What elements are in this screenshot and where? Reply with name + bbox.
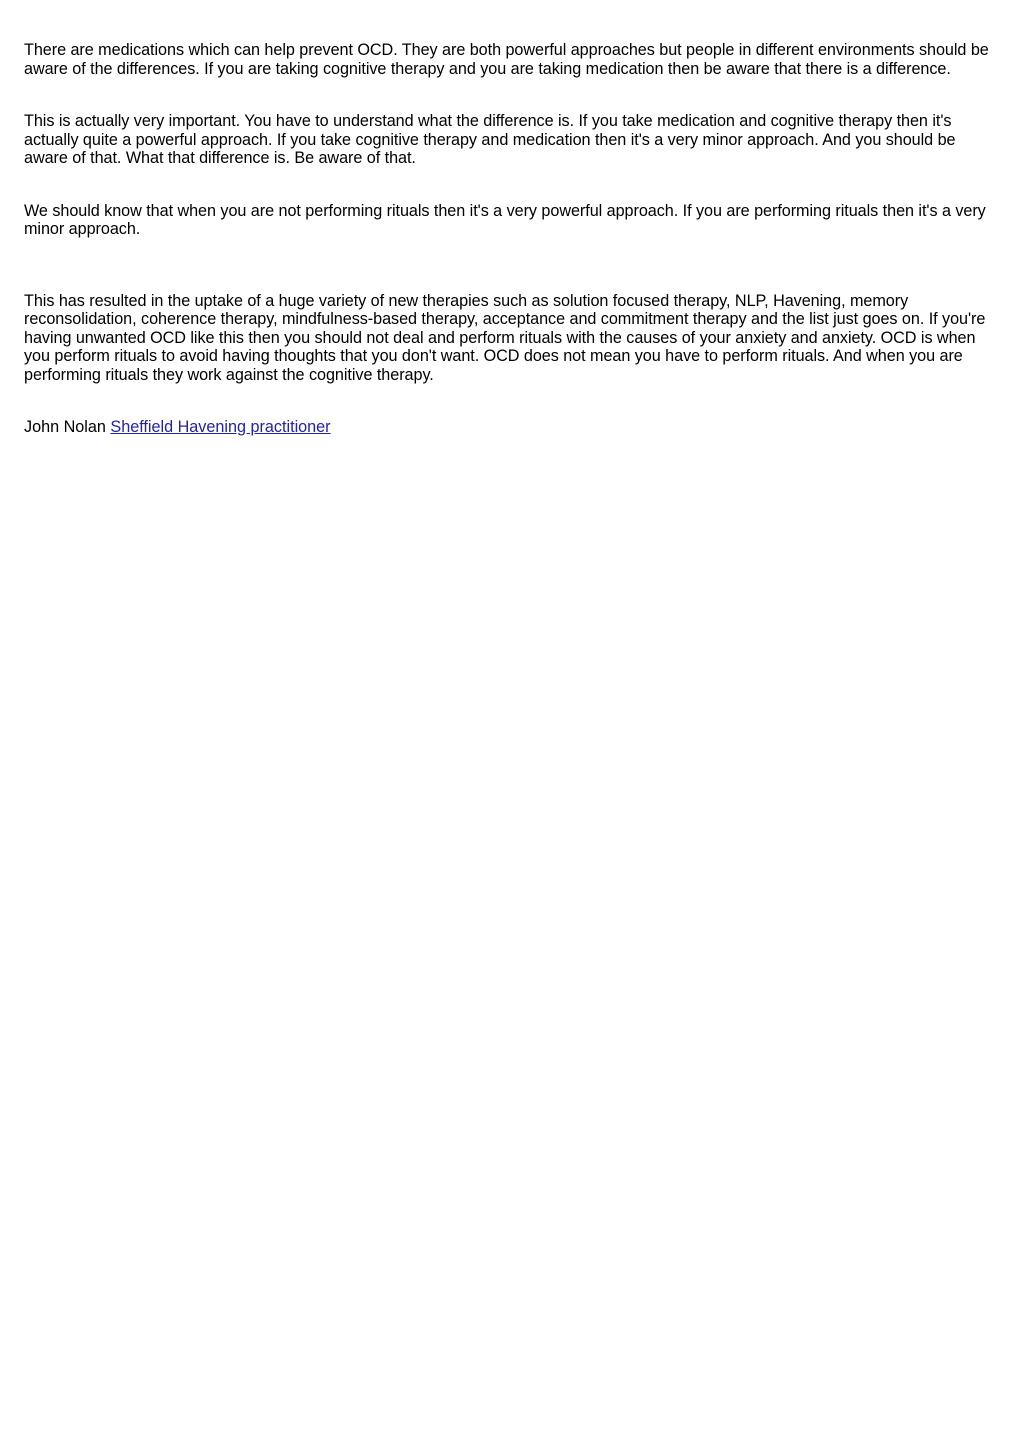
signature-line	[24, 418, 1002, 437]
paragraph-rituals: We should know that when you are not performing rituals then it's a very powerful approach. If you are performing rituals then it's a very minor approach.	[24, 201, 986, 238]
paragraph-importance: This is actually very important. You have to understand what the difference is. If you take medication and cognitive therapy then it's actually quite a powerful approach. If you take cognitive therapy and medication then it's a very minor approach. And you should be aware of that. What that difference is. Be aware of that.	[24, 112, 956, 167]
author-name: John Nolan	[24, 418, 106, 436]
paragraph-therapies: This has resulted in the uptake of a huge variety of new therapies such as solution focused therapy, NLP, Havening, memory reconsolidation, coherence therapy, mindfulness-based therapy, acceptance and commitment therapy and the list just goes on. If you're having unwanted OCD like this then you should not deal and perform rituals with the causes of your anxiety and anxiety. OCD is when you perform rituals to avoid having thoughts that you don't want. OCD does not mean you have to perform rituals. And when you are performing rituals they work against the cognitive therapy.	[24, 291, 986, 384]
practitioner-link[interactable]: Sheffield Havening practitioner	[110, 418, 331, 436]
document-body	[24, 41, 1002, 437]
paragraph-medications: There are medications which can help prevent OCD. They are both powerful approaches but people in different environments should be aware of the differences. If you are taking cognitive therapy and you are taking medication then be aware that there is a difference.	[24, 41, 989, 78]
